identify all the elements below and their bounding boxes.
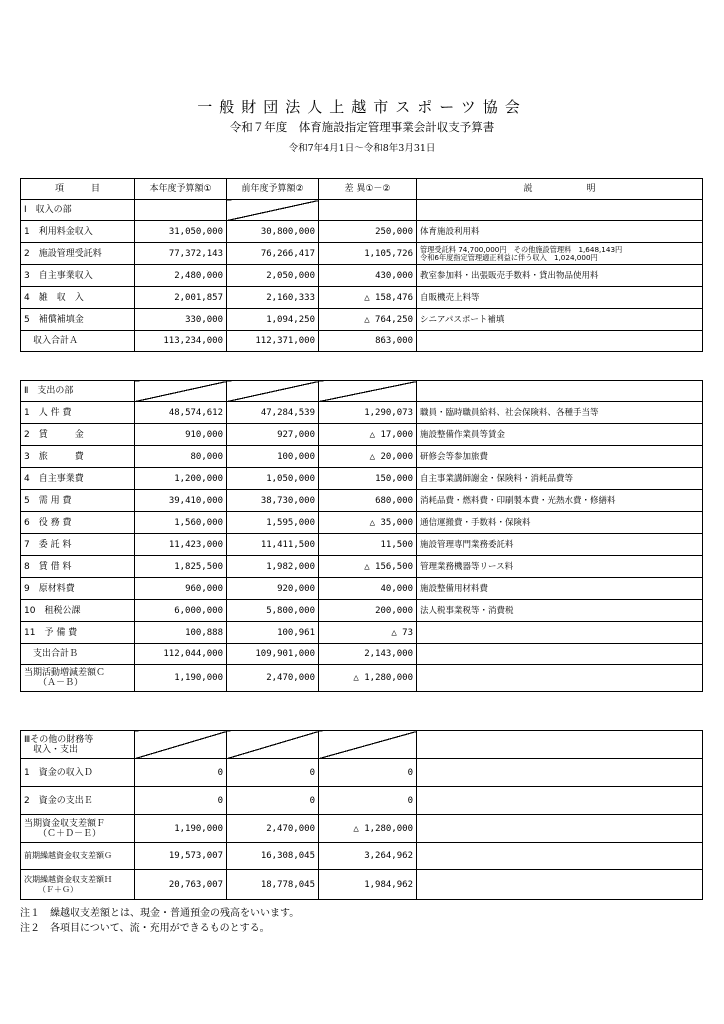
diff-value: △ 73 xyxy=(319,622,417,644)
row-description: 管理業務機器等リース料 xyxy=(417,556,703,578)
table-row xyxy=(21,815,703,843)
section-income-label: Ⅰ 収入の部 xyxy=(21,200,135,221)
previous-value: 76,266,417 xyxy=(227,243,319,265)
current-value: 2,480,000 xyxy=(135,265,227,287)
row-label: 2 施設管理受託料 xyxy=(21,243,135,265)
col-header-desc: 説 明 xyxy=(417,179,703,200)
row-description: 法人税事業税等・消費税 xyxy=(417,600,703,622)
diff-value: △ 158,476 xyxy=(319,287,417,309)
section-row xyxy=(21,731,703,759)
row-description: 自販機売上料等 xyxy=(417,287,703,309)
slash-cell xyxy=(227,381,319,402)
current-value: 6,000,000 xyxy=(135,600,227,622)
current-value: 80,000 xyxy=(135,446,227,468)
col-header-previous: 前年度予算額② xyxy=(227,179,319,200)
row-description xyxy=(417,622,703,644)
table-row xyxy=(21,287,703,309)
row-label: 8 賃 借 料 xyxy=(21,556,135,578)
row-description: 施設整備用材料費 xyxy=(417,578,703,600)
table-row xyxy=(21,534,703,556)
current-value: 19,573,007 xyxy=(135,843,227,870)
row-description xyxy=(417,243,703,265)
table-row xyxy=(21,490,703,512)
previous-value: 2,160,333 xyxy=(227,287,319,309)
row-description: 消耗品費・燃料費・印刷製本費・光熱水費・修繕料 xyxy=(417,490,703,512)
current-value: 77,372,143 xyxy=(135,243,227,265)
row-label: 5 需 用 費 xyxy=(21,490,135,512)
table-row xyxy=(21,243,703,265)
section-row xyxy=(21,200,703,221)
previous-value: 0 xyxy=(227,787,319,815)
row-label: 2 賃 金 xyxy=(21,424,135,446)
current-value: 0 xyxy=(135,759,227,787)
previous-value: 11,411,500 xyxy=(227,534,319,556)
col-header-current: 本年度予算額① xyxy=(135,179,227,200)
diff-value: 11,500 xyxy=(319,534,417,556)
diff-value: △ 20,000 xyxy=(319,446,417,468)
fiscal-period: 令和7年4月1日～令和8年3月31日 xyxy=(288,143,436,154)
diff-value: 3,264,962 xyxy=(319,843,417,870)
header-row xyxy=(21,179,703,200)
diff-value: 1,290,073 xyxy=(319,402,417,424)
row-label: 3 旅 費 xyxy=(21,446,135,468)
row-label: 6 役 務 費 xyxy=(21,512,135,534)
row-description: 施設管理専門業務委託料 xyxy=(417,534,703,556)
document-subtitle: 令和７年度 体育施設指定管理事業会計収支予算書 xyxy=(229,120,495,134)
table-row xyxy=(21,265,703,287)
section-other-line-2: 収入・支出 xyxy=(24,744,79,755)
row-label: 前期繰越資金収支差額Ｇ xyxy=(21,843,135,870)
diff-value: 2,143,000 xyxy=(319,644,417,665)
diff-value: 430,000 xyxy=(319,265,417,287)
diff-value: 150,000 xyxy=(319,468,417,490)
row-label-line-1: 当期資金収支差額Ｆ xyxy=(24,818,106,829)
row-label-line-1: 次期繰越資金収支差額Ｈ xyxy=(24,874,112,884)
row-label-line-2: （Ｆ＋Ｇ） xyxy=(38,884,78,894)
slash-cell xyxy=(227,200,319,221)
row-label: 5 補償補填金 xyxy=(21,309,135,331)
budget-table-main xyxy=(20,178,703,692)
current-value: 1,825,500 xyxy=(135,556,227,578)
current-value: 48,574,612 xyxy=(135,402,227,424)
table-row xyxy=(21,424,703,446)
row-label: 11 予 備 費 xyxy=(21,622,135,644)
previous-value: 1,982,000 xyxy=(227,556,319,578)
current-value: 910,000 xyxy=(135,424,227,446)
current-value: 960,000 xyxy=(135,578,227,600)
table-row xyxy=(21,221,703,243)
current-value: 112,044,000 xyxy=(135,644,227,665)
previous-value: 100,000 xyxy=(227,446,319,468)
diff-value: △ 156,500 xyxy=(319,556,417,578)
diff-value: △ 764,250 xyxy=(319,309,417,331)
row-description: 研修会等参加旅費 xyxy=(417,446,703,468)
row-label: 1 資金の収入Ｄ xyxy=(21,759,135,787)
table-row xyxy=(21,512,703,534)
row-label: 1 人 件 費 xyxy=(21,402,135,424)
diff-value: △ 17,000 xyxy=(319,424,417,446)
notes xyxy=(20,906,299,936)
slash-cell xyxy=(135,381,227,402)
row-label xyxy=(21,815,135,843)
row-label: 9 原材料費 xyxy=(21,578,135,600)
section-other-line-1: Ⅲその他の財務等 xyxy=(24,734,94,745)
previous-value: 112,371,000 xyxy=(227,331,319,352)
previous-value: 18,778,045 xyxy=(227,870,319,900)
note-2: 注２ 各項目について、流・充用ができるものとする。 xyxy=(20,923,270,934)
previous-value: 1,595,000 xyxy=(227,512,319,534)
section-row xyxy=(21,381,703,402)
previous-value: 0 xyxy=(227,759,319,787)
diff-value: 0 xyxy=(319,787,417,815)
section-other-label xyxy=(21,731,135,759)
current-value: 330,000 xyxy=(135,309,227,331)
income-total-label: 収入合計Ａ xyxy=(21,331,135,352)
section-expense-label: Ⅱ 支出の部 xyxy=(21,381,135,402)
table-gap xyxy=(21,352,703,381)
table-row xyxy=(21,870,703,900)
row-label-line-2: （Ｃ＋Ｄ－Ｅ） xyxy=(38,828,102,839)
col-header-item: 項 目 xyxy=(21,179,135,200)
balance-label-line-2: （Ａ－Ｂ） xyxy=(38,678,84,688)
row-label: 1 利用料金収入 xyxy=(21,221,135,243)
previous-value: 38,730,000 xyxy=(227,490,319,512)
previous-value: 1,050,000 xyxy=(227,468,319,490)
slash-cell xyxy=(319,731,417,759)
current-value: 11,423,000 xyxy=(135,534,227,556)
diff-value: 1,105,726 xyxy=(319,243,417,265)
row-label: 2 資金の支出Ｅ xyxy=(21,787,135,815)
row-label: 4 雑 収 入 xyxy=(21,287,135,309)
row-description: 職員・臨時職員給料、社会保険料、各種手当等 xyxy=(417,402,703,424)
current-value: 0 xyxy=(135,787,227,815)
row-label: 7 委 託 料 xyxy=(21,534,135,556)
diff-value: △ 1,280,000 xyxy=(319,665,417,692)
diff-value: 40,000 xyxy=(319,578,417,600)
slash-cell xyxy=(319,381,417,402)
diff-value: 863,000 xyxy=(319,331,417,352)
diff-value: 250,000 xyxy=(319,221,417,243)
expense-total-label: 支出合計Ｂ xyxy=(21,644,135,665)
budget-table-other xyxy=(20,730,703,900)
note-1: 注１ 繰越収支差額とは、現金・普通預金の残高をいいます。 xyxy=(20,908,300,919)
row-label xyxy=(21,870,135,900)
balance-row xyxy=(21,665,703,692)
diff-value: 680,000 xyxy=(319,490,417,512)
balance-label xyxy=(21,665,135,692)
previous-value: 1,094,250 xyxy=(227,309,319,331)
table-row xyxy=(21,446,703,468)
table-row xyxy=(21,402,703,424)
row-description: 体育施設利用料 xyxy=(417,221,703,243)
diff-value: 0 xyxy=(319,759,417,787)
slash-cell xyxy=(227,731,319,759)
row-description: 教室参加料・出張販売手数料・貸出物品使用料 xyxy=(417,265,703,287)
diff-value: △ 1,280,000 xyxy=(319,815,417,843)
row-description: 施設整備作業員等賃金 xyxy=(417,424,703,446)
current-value: 31,050,000 xyxy=(135,221,227,243)
table-row xyxy=(21,759,703,787)
table-row xyxy=(21,309,703,331)
diff-value: △ 35,000 xyxy=(319,512,417,534)
previous-value: 920,000 xyxy=(227,578,319,600)
current-value: 1,190,000 xyxy=(135,815,227,843)
row-description: シニアパスポート補填 xyxy=(417,309,703,331)
table-row xyxy=(21,578,703,600)
table-row xyxy=(21,556,703,578)
row-label: 4 自主事業費 xyxy=(21,468,135,490)
table-row xyxy=(21,622,703,644)
previous-value: 5,800,000 xyxy=(227,600,319,622)
current-value: 1,560,000 xyxy=(135,512,227,534)
previous-value: 100,961 xyxy=(227,622,319,644)
total-row xyxy=(21,644,703,665)
current-value: 20,763,007 xyxy=(135,870,227,900)
current-value: 1,190,000 xyxy=(135,665,227,692)
previous-value: 30,800,000 xyxy=(227,221,319,243)
row-label: 3 自主事業収入 xyxy=(21,265,135,287)
row-label: 10 租税公課 xyxy=(21,600,135,622)
diff-value: 1,984,962 xyxy=(319,870,417,900)
col-header-diff: 差 異①－② xyxy=(319,179,417,200)
table-row xyxy=(21,468,703,490)
row-description: 自主事業講師謝金・保険料・消耗品費等 xyxy=(417,468,703,490)
description-line-1: 管理受託料 74,700,000円 その他施設管理料 1,648,143円 xyxy=(420,244,623,254)
current-value: 39,410,000 xyxy=(135,490,227,512)
table-row xyxy=(21,843,703,870)
previous-value: 47,284,539 xyxy=(227,402,319,424)
previous-value: 109,901,000 xyxy=(227,644,319,665)
description-line-2: 令和6年度指定管理適正利益に伴う収入 1,024,000円 xyxy=(420,252,598,262)
document-title: 一般財団法人上越市スポーツ協会 xyxy=(197,98,527,116)
previous-value: 2,470,000 xyxy=(227,815,319,843)
previous-value: 2,470,000 xyxy=(227,665,319,692)
table-row xyxy=(21,600,703,622)
total-row xyxy=(21,331,703,352)
current-value: 100,888 xyxy=(135,622,227,644)
current-value: 2,001,857 xyxy=(135,287,227,309)
balance-label-line-1: 当期活動増減差額Ｃ xyxy=(24,668,106,678)
current-value: 1,200,000 xyxy=(135,468,227,490)
previous-value: 2,050,000 xyxy=(227,265,319,287)
slash-cell xyxy=(135,731,227,759)
diff-value: 200,000 xyxy=(319,600,417,622)
previous-value: 927,000 xyxy=(227,424,319,446)
row-description: 通信運搬費・手数料・保険料 xyxy=(417,512,703,534)
previous-value: 16,308,045 xyxy=(227,843,319,870)
table-row xyxy=(21,787,703,815)
current-value: 113,234,000 xyxy=(135,331,227,352)
